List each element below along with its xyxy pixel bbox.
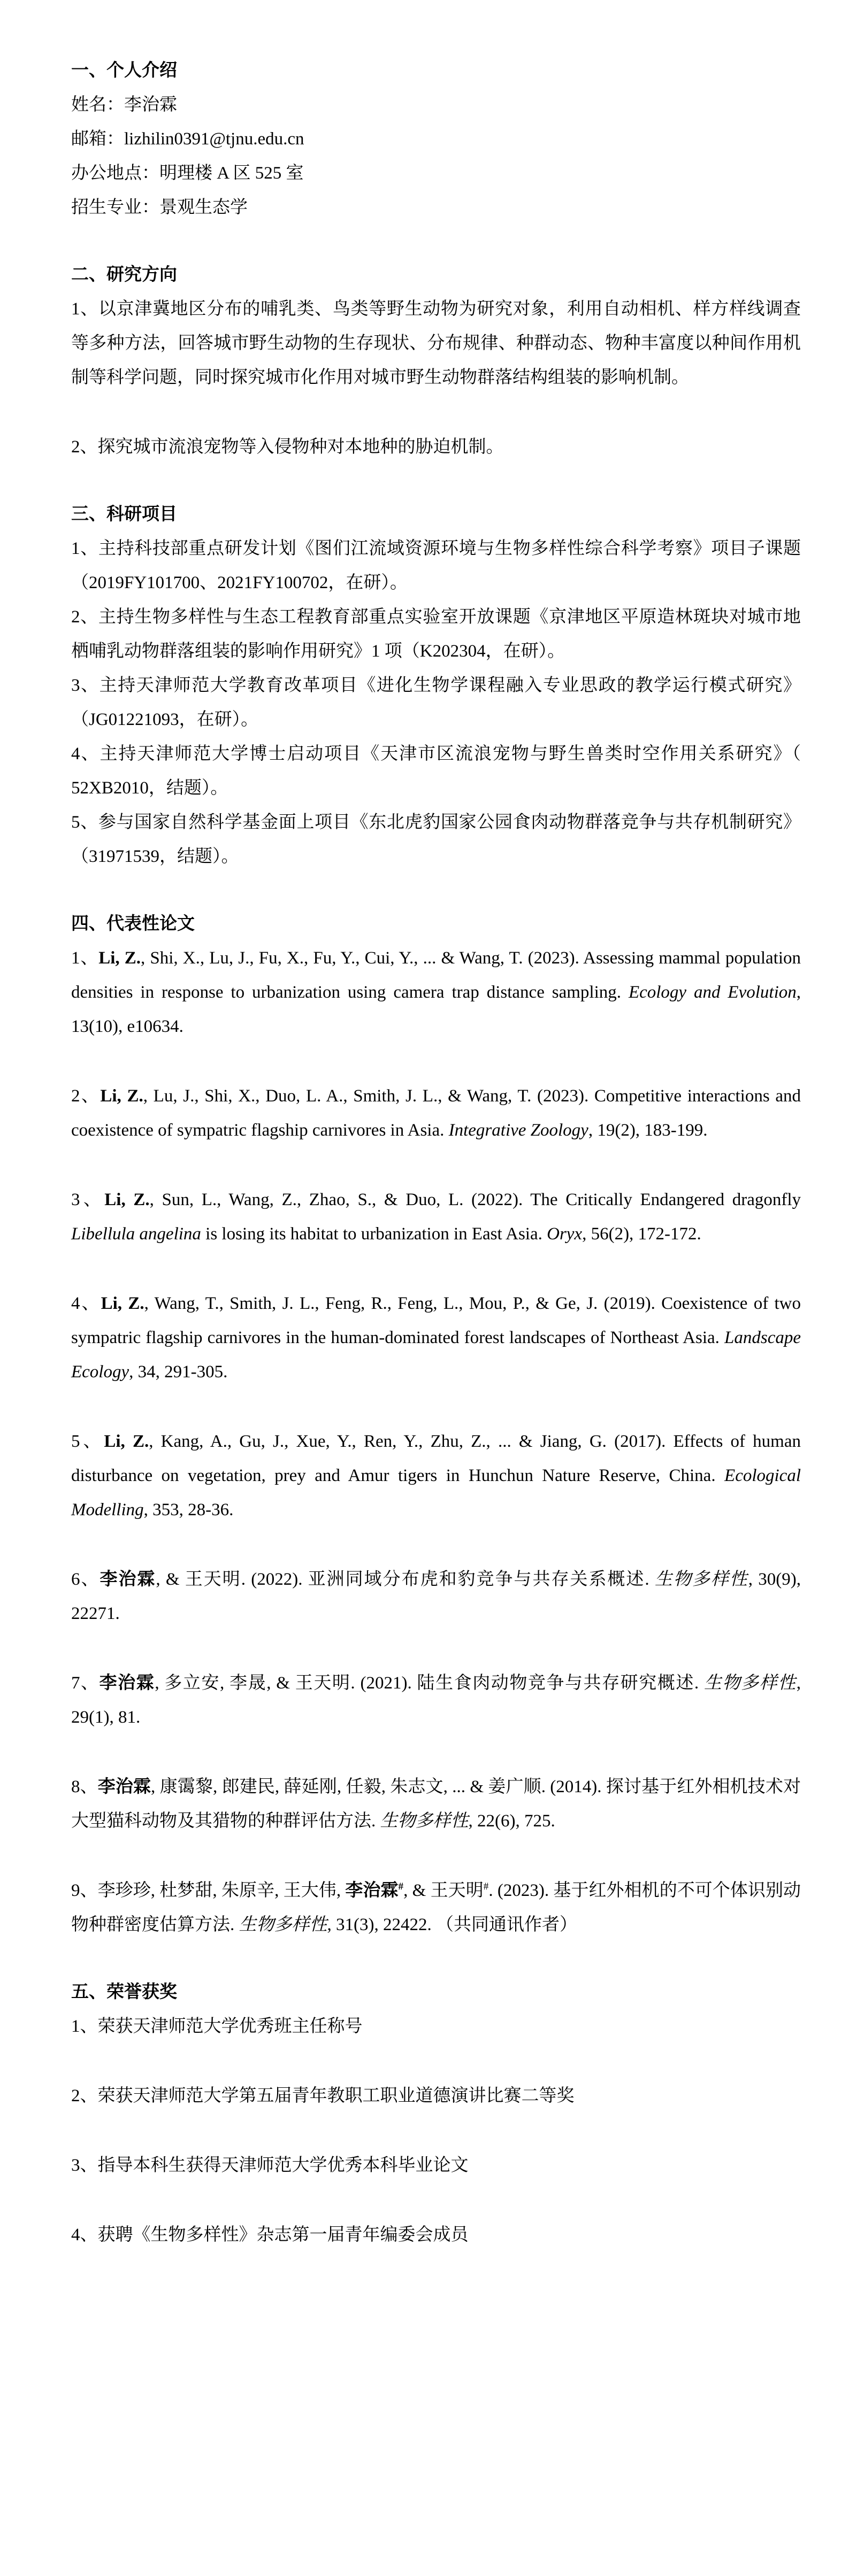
text-run: is losing its habitat to urbanization in East Asia. xyxy=(201,1224,547,1244)
section-heading-personal-intro: 一、个人介绍 xyxy=(71,61,177,80)
text-run: , & 王天明. (2022). 亚洲同域分布虎和豹竞争与共存关系概述. xyxy=(156,1570,655,1589)
project-4 xyxy=(71,737,801,805)
text-run: 3、指导本科生获得天津师范大学优秀本科毕业论文 xyxy=(71,2156,469,2175)
text-run: 李治霖 xyxy=(100,1570,156,1589)
text-run: 1、荣获天津师范大学优秀班主任称号 xyxy=(71,2017,363,2036)
text-run: 2、 xyxy=(71,1086,101,1106)
text-run: Integrative Zoology xyxy=(448,1121,588,1140)
text-run: 1、 xyxy=(71,948,99,968)
section-heading-representative-papers: 四、代表性论文 xyxy=(71,914,195,934)
text-run: 4、 xyxy=(71,1294,101,1313)
award-2 xyxy=(71,2079,801,2113)
paper-9 xyxy=(71,1873,801,1942)
text-run: Li, Z. xyxy=(104,1432,149,1451)
section-heading-research-projects: 三、科研项目 xyxy=(71,505,177,524)
text-run: 6、 xyxy=(71,1570,100,1589)
text-run: 生物多样性 xyxy=(239,1915,327,1934)
text-run: , 13(10), e10634. xyxy=(71,983,801,1036)
text-run: Li, Z. xyxy=(100,1086,143,1106)
text-run: 姓名：李治霖 xyxy=(71,95,177,114)
text-run: 5、参与国家自然科学基金面上项目《东北虎豹国家公园食肉动物群落竞争与共存机制研究》（31971539，结题）。 xyxy=(71,813,801,866)
text-run: . (2023). 基于红外相机的不可个体识别动物种群密度估算方法. xyxy=(71,1881,801,1934)
office-line xyxy=(71,156,801,190)
section-heading-honors-awards: 五、荣誉获奖 xyxy=(71,1983,177,2002)
text-run: , 29(1), 81. xyxy=(71,1673,801,1727)
text-run: 李治霖 xyxy=(345,1881,399,1900)
text-run: Li, Z. xyxy=(101,1294,144,1313)
text-run: # xyxy=(483,1881,489,1892)
paper-4 xyxy=(71,1286,801,1389)
paper-1 xyxy=(71,941,801,1044)
paper-6 xyxy=(71,1562,801,1631)
direction-2 xyxy=(71,430,801,464)
project-1 xyxy=(71,531,801,600)
name-line xyxy=(71,88,801,122)
paper-7 xyxy=(71,1666,801,1734)
text-run: 招生专业：景观生态学 xyxy=(71,198,248,217)
text-run: , 康霭黎, 郎建民, 薛延刚, 任毅, 朱志文, ... & 姜广顺. (2014). 探讨基于红外相机技术对大型猫科动物及其猎物的种群评估方法. xyxy=(71,1777,801,1831)
text-run: # xyxy=(398,1881,404,1892)
text-run: Oryx xyxy=(547,1224,583,1244)
text-run: Landscape Ecology xyxy=(71,1328,801,1382)
paper-5 xyxy=(71,1424,801,1527)
text-run: , 353, 28-36. xyxy=(143,1500,234,1520)
text-run: Ecological Modelling xyxy=(71,1466,801,1520)
text-run: 8、 xyxy=(71,1777,98,1796)
text-run: 生物多样性 xyxy=(380,1811,469,1831)
text-run: Li, Z. xyxy=(98,948,141,968)
text-run: Ecology and Evolution xyxy=(628,983,797,1002)
text-run: 4、获聘《生物多样性》杂志第一届青年编委会成员 xyxy=(71,2225,469,2245)
text-run: 3、主持天津师范大学教育改革项目《进化生物学课程融入专业思政的教学运行模式研究》（JG01221093，在研）。 xyxy=(71,676,801,729)
email-line xyxy=(71,122,801,156)
text-run: , 22(6), 725. xyxy=(468,1811,555,1831)
text-run: , Wang, T., Smith, J. L., Feng, R., Feng, L., Mou, P., & Ge, J. (2019). Coexistence of two sympatric flagship carnivores in the human-dominated forest landscapes of Northeast Asia. xyxy=(71,1294,801,1347)
text-run: 3、 xyxy=(71,1190,105,1209)
text-run: , 多立安, 李晟, & 王天明. (2021). 陆生食肉动物竞争与共存研究概述. xyxy=(155,1673,704,1693)
text-run: , 34, 291-305. xyxy=(129,1362,228,1382)
text-run: 2、主持生物多样性与生态工程教育部重点实验室开放课题《京津地区平原造林斑块对城市地栖哺乳动物群落组装的影响作用研究》1 项（K202304，在研）。 xyxy=(71,607,801,661)
text-run: 办公地点：明理楼 A 区 525 室 xyxy=(71,164,304,183)
text-run: , & 王天明 xyxy=(403,1881,484,1900)
project-2 xyxy=(71,600,801,668)
text-run: 生物多样性 xyxy=(703,1673,797,1693)
project-3 xyxy=(71,668,801,737)
text-run: , 19(2), 183-199. xyxy=(588,1121,708,1140)
text-run: 生物多样性 xyxy=(654,1570,748,1589)
text-run: , Shi, X., Lu, J., Fu, X., Fu, Y., Cui, Y., ... & Wang, T. (2023). Assessing mammal population densities in response to urbanization using camera trap distance sampling. xyxy=(71,948,801,1002)
text-run: Libellula angelina xyxy=(71,1224,201,1244)
award-3 xyxy=(71,2148,801,2182)
direction-1 xyxy=(71,292,801,395)
text-run: 9、李珍珍, 杜梦甜, 朱原辛, 王大伟, xyxy=(71,1881,346,1900)
text-run: 1、以京津冀地区分布的哺乳类、鸟类等野生动物为研究对象，利用自动相机、样方样线调查等多种方法，回答城市野生动物的生存现状、分布规律、种群动态、物种丰富度以种间作用机制等科学问题，同时探究城市化作用对城市野生动物群落结构组装的影响机制。 xyxy=(71,299,801,387)
paper-2 xyxy=(71,1079,801,1147)
paper-8 xyxy=(71,1770,801,1838)
project-5 xyxy=(71,805,801,874)
text-run: , Lu, J., Shi, X., Duo, L. A., Smith, J. L., & Wang, T. (2023). Competitive interactions and coexistence of sympatric flagship carnivores in Asia. xyxy=(71,1086,801,1140)
text-run: , Kang, A., Gu, J., Xue, Y., Ren, Y., Zhu, Z., ... & Jiang, G. (2017). Effects of human disturbance on vegetation, prey and Amur tigers in Hunchun Nature Reserve, China. xyxy=(71,1432,801,1485)
text-run: , 56(2), 172-172. xyxy=(582,1224,701,1244)
section-heading-research-directions: 二、研究方向 xyxy=(71,265,177,284)
text-run: 2、荣获天津师范大学第五届青年教职工职业道德演讲比赛二等奖 xyxy=(71,2086,575,2105)
text-run: , 31(3), 22422. （共同通讯作者） xyxy=(327,1915,577,1934)
text-run: 1、主持科技部重点研发计划《图们江流域资源环境与生物多样性综合科学考察》项目子课题（2019FY101700、2021FY100702，在研）。 xyxy=(71,539,801,592)
text-run: 李治霖 xyxy=(99,1673,155,1693)
paper-3 xyxy=(71,1183,801,1251)
text-run: 5、 xyxy=(71,1432,104,1451)
text-run: 李治霖 xyxy=(97,1777,151,1796)
text-run: , 30(9), 22271. xyxy=(71,1570,801,1623)
text-run: Li, Z. xyxy=(104,1190,150,1209)
major-line xyxy=(71,190,801,225)
text-run: 7、 xyxy=(71,1673,100,1693)
award-4 xyxy=(71,2218,801,2252)
text-run: 4、主持天津师范大学博士启动项目《天津市区流浪宠物与野生兽类时空作用关系研究》（ 52XB2010，结题）。 xyxy=(71,744,801,798)
text-run: 2、探究城市流浪宠物等入侵物种对本地种的胁迫机制。 xyxy=(71,437,504,457)
award-1 xyxy=(71,2009,801,2043)
text-run: 邮箱：lizhilin0391@tjnu.edu.cn xyxy=(71,129,304,149)
text-run: , Sun, L., Wang, Z., Zhao, S., & Duo, L. (2022). The Critically Endangered dragonfly xyxy=(149,1190,801,1209)
